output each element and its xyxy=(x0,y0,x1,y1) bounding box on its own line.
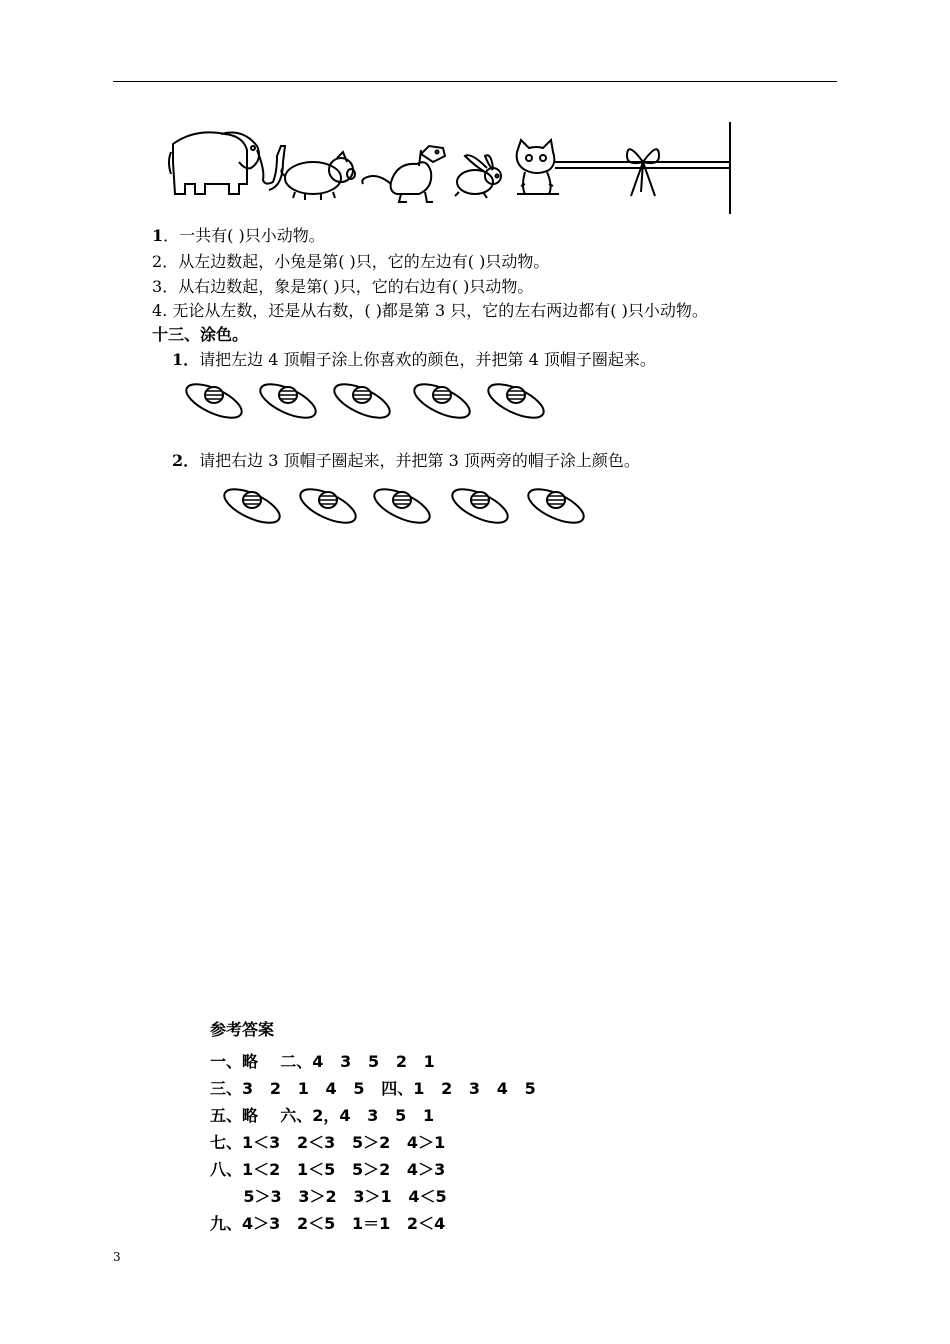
pig-icon xyxy=(281,152,355,200)
answer-key-title: 参考答案 xyxy=(210,1020,275,1039)
hat-icon[interactable] xyxy=(184,377,246,424)
task-2 xyxy=(172,451,640,471)
question-2-num: 2 xyxy=(152,252,163,271)
task-1-num: 1． xyxy=(172,350,200,369)
question-1-text: ．一共有( )只小动物。 xyxy=(163,226,325,245)
hat-icon[interactable] xyxy=(410,377,475,424)
question-4-num: 4 xyxy=(152,301,163,320)
animals-illustration xyxy=(165,122,735,214)
answer-row: 三、3 2 1 4 5 四、1 2 3 4 5 xyxy=(210,1079,536,1098)
task-1 xyxy=(172,350,656,370)
header-rule xyxy=(113,81,837,82)
answer-key xyxy=(210,1018,536,1237)
cat-icon xyxy=(517,140,559,194)
hat-icon[interactable] xyxy=(296,482,361,529)
question-1-num: 1 xyxy=(152,226,164,245)
question-3 xyxy=(152,277,533,297)
elephant-icon xyxy=(169,132,285,194)
hat-icon[interactable] xyxy=(370,482,435,529)
answer-row: 5＞3 3＞2 3＞1 4＜5 xyxy=(210,1187,447,1206)
rabbit-icon xyxy=(455,155,501,198)
answer-row: 一、略 二、4 3 5 2 1 xyxy=(210,1052,435,1071)
task-2-num: 2． xyxy=(172,451,200,470)
hat-icon[interactable] xyxy=(222,482,284,529)
question-3-num: 3 xyxy=(152,277,163,296)
question-2-text: ．从左边数起，小兔是第( )只，它的左边有( )只动物。 xyxy=(162,252,550,271)
answer-row: 五、略 六、2，4 3 5 1 xyxy=(210,1106,435,1125)
hat-icon[interactable] xyxy=(484,377,546,424)
section-13-heading: 十三、涂色。 xyxy=(152,325,249,344)
question-1 xyxy=(152,226,325,246)
question-2 xyxy=(152,252,549,272)
answer-row: 七、1＜3 2＜3 5＞2 4＞1 xyxy=(210,1133,446,1152)
page-number: 3 xyxy=(113,1250,121,1264)
question-4 xyxy=(152,301,708,321)
hats-row-1 xyxy=(184,377,546,425)
hat-icon[interactable] xyxy=(524,482,586,529)
task-1-text: 请把左边 4 顶帽子涂上你喜欢的颜色，并把第 4 顶帽子圈起来。 xyxy=(199,350,656,369)
hat-icon[interactable] xyxy=(448,482,513,529)
dog-icon xyxy=(362,146,445,202)
question-3-text: ．从右边数起，象是第( )只，它的右边有( )只动物。 xyxy=(162,277,534,296)
answer-row: 九、4＞3 2＜5 1＝1 2＜4 xyxy=(210,1214,446,1233)
hat-icon[interactable] xyxy=(256,377,321,424)
question-4-text: . 无论从左数，还是从右数，( )都是第 3 只，它的左右两边都有( )只小动物。 xyxy=(162,301,708,320)
hats-row-2 xyxy=(222,482,586,530)
task-2-text: 请把右边 3 顶帽子圈起来，并把第 3 顶两旁的帽子涂上颜色。 xyxy=(199,451,640,470)
answer-row: 八、1＜2 1＜5 5＞2 4＞3 xyxy=(210,1160,446,1179)
hat-icon[interactable] xyxy=(330,377,395,424)
ribbon-bow-icon xyxy=(627,149,659,196)
